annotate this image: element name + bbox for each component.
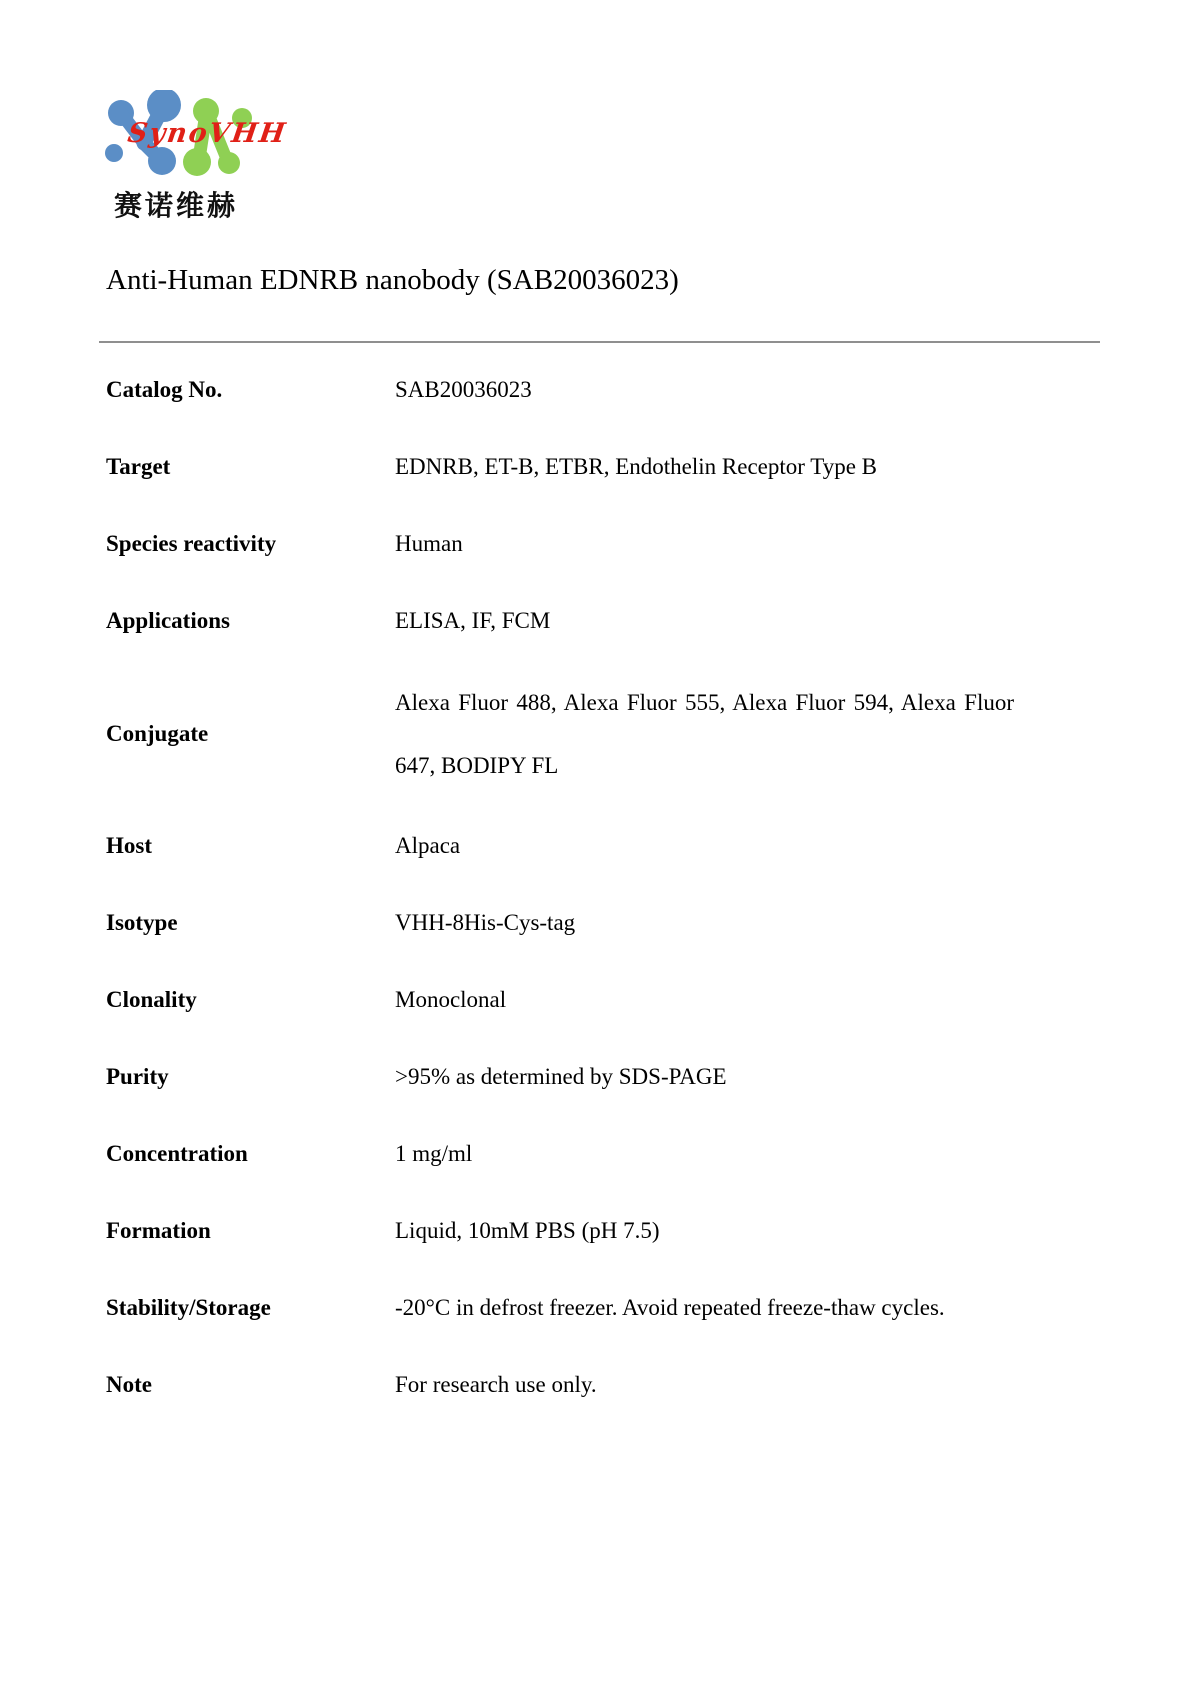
row-value: For research use only. bbox=[395, 1372, 597, 1398]
row-value: >95% as determined by SDS-PAGE bbox=[395, 1064, 727, 1090]
row-value: ELISA, IF, FCM bbox=[395, 608, 551, 634]
spec-table bbox=[106, 352, 1014, 1424]
table-row-species-reactivity bbox=[106, 506, 1014, 583]
row-label: Conjugate bbox=[106, 720, 209, 746]
table-row-host bbox=[106, 808, 1014, 885]
row-label: Target bbox=[106, 454, 171, 480]
table-row-purity bbox=[106, 1039, 1014, 1116]
brand-name-text: SynoVHH bbox=[125, 118, 289, 149]
row-value: -20°C in defrost freezer. Avoid repeated freeze-thaw cycles. bbox=[395, 1295, 945, 1321]
row-value: VHH-8His-Cys-tag bbox=[395, 910, 576, 936]
table-row-conjugate bbox=[106, 660, 1014, 808]
row-label: Catalog No. bbox=[106, 377, 223, 403]
row-value: 1 mg/ml bbox=[395, 1141, 473, 1167]
row-value: Monoclonal bbox=[395, 987, 507, 1013]
row-label: Host bbox=[106, 833, 152, 859]
table-row-applications bbox=[106, 583, 1014, 660]
row-label: Note bbox=[106, 1372, 152, 1398]
row-value: EDNRB, ET-B, ETBR, Endothelin Receptor Type B bbox=[395, 454, 877, 480]
row-value: Liquid, 10mM PBS (pH 7.5) bbox=[395, 1218, 660, 1244]
table-row-formation bbox=[106, 1193, 1014, 1270]
logo-artwork bbox=[100, 90, 289, 178]
table-row-target bbox=[106, 429, 1014, 506]
table-row-stability-storage bbox=[106, 1270, 1014, 1347]
company-logo bbox=[100, 90, 360, 224]
table-row-clonality bbox=[106, 962, 1014, 1039]
brand-name-chinese: 赛诺维赫 bbox=[114, 189, 239, 222]
row-value: Alpaca bbox=[395, 833, 461, 859]
title-divider bbox=[99, 341, 1100, 343]
table-row-note bbox=[106, 1347, 1014, 1424]
row-label: Concentration bbox=[106, 1141, 248, 1167]
row-label: Applications bbox=[106, 608, 230, 634]
row-label: Isotype bbox=[106, 910, 178, 936]
table-row-isotype bbox=[106, 885, 1014, 962]
row-label: Species reactivity bbox=[106, 531, 277, 557]
row-value: SAB20036023 bbox=[395, 377, 532, 403]
page-title: Anti-Human EDNRB nanobody (SAB20036023) bbox=[106, 264, 679, 296]
row-value: Alexa Fluor 488, Alexa Fluor 555, Alexa Fluor 594, Alexa Fluor 647, BODIPY FL bbox=[395, 690, 1014, 778]
table-row-concentration bbox=[106, 1116, 1014, 1193]
row-label: Stability/Storage bbox=[106, 1295, 271, 1321]
row-label: Formation bbox=[106, 1218, 211, 1244]
table-row-catalog bbox=[106, 352, 1014, 429]
row-label: Purity bbox=[106, 1064, 169, 1090]
row-label: Clonality bbox=[106, 987, 197, 1013]
row-value: Human bbox=[395, 531, 463, 557]
